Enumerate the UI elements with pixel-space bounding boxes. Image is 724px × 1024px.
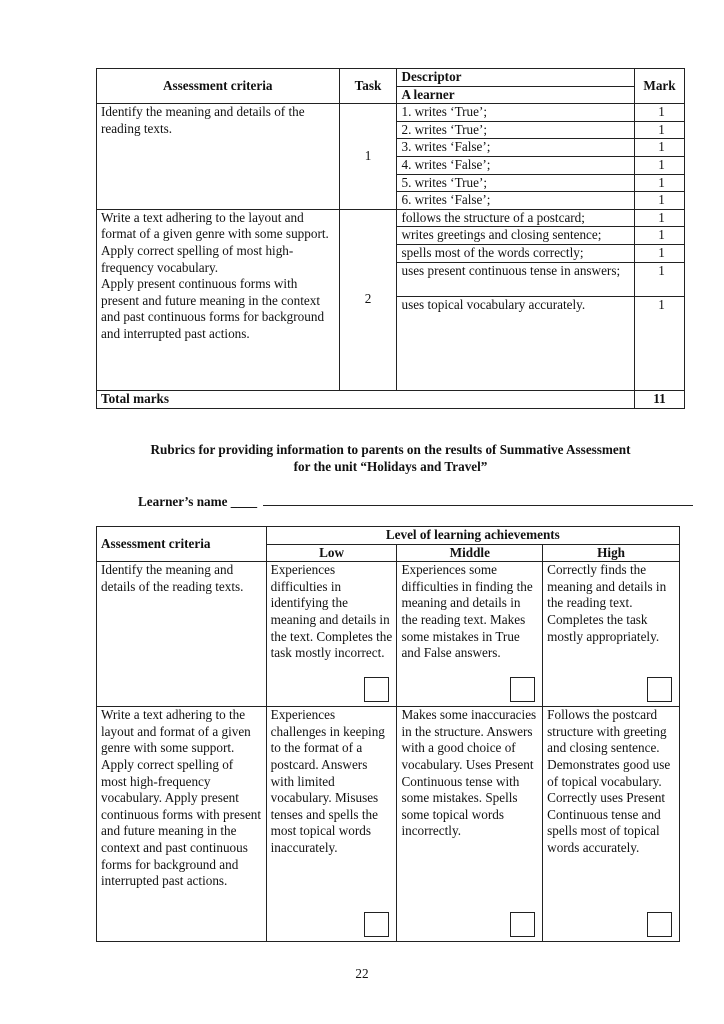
table-row — [97, 104, 685, 210]
mark-value: 1 — [635, 104, 684, 121]
learner-name-field[interactable] — [138, 492, 693, 510]
header-a-learner: A learner — [397, 86, 635, 104]
criteria-line: Apply correct spelling of most high-frequency vocabulary. — [101, 242, 294, 275]
descriptor-item: 1. writes ‘True’; — [397, 104, 634, 121]
descriptor-item: 2. writes ‘True’; — [397, 121, 634, 139]
header-level: Level of learning achievements — [266, 527, 679, 545]
descriptor-item: 4. writes ‘False’; — [397, 156, 634, 174]
total-row — [97, 390, 685, 408]
criteria-cell — [97, 209, 340, 390]
learner-name-line[interactable] — [263, 492, 693, 506]
high-text: Follows the postcard structure with greeting and closing sentence. Demonstrates good use of topical vocabulary. Correctly uses Present Continuous tense and spells most of topical words accurately. — [547, 707, 671, 855]
mark-value: 1 — [658, 296, 665, 312]
descriptor-item: spells most of the words correctly; — [397, 244, 634, 262]
mark-value: 1 — [658, 192, 665, 208]
header-task: Task — [339, 69, 397, 104]
mark-value: 1 — [635, 156, 684, 174]
high-cell — [543, 707, 680, 942]
criteria-cell: Write a text adhering to the layout and format of a given genre with some support. Apply correct spelling of most high-frequency vocabulary. Apply present continuous forms with present and future meaning in the context and past continuous forms for background and interrupted past actions. — [97, 707, 267, 942]
header-low: Low — [266, 544, 397, 562]
high-text: Correctly finds the meaning and details in the reading text. Completes the task mostly appropriately. — [547, 562, 667, 644]
mark-value: 1 — [635, 139, 684, 157]
descriptor-item: 3. writes ‘False’; — [397, 139, 634, 157]
task-cell: 1 — [339, 104, 397, 210]
total-value: 11 — [635, 390, 685, 408]
mark-cell — [635, 104, 685, 210]
checkbox[interactable] — [364, 912, 389, 937]
mark-value: 1 — [635, 174, 684, 192]
descriptor-cell — [397, 209, 635, 390]
mark-cell — [635, 209, 685, 390]
descriptor-item: uses present continuous tense in answers; — [397, 262, 634, 296]
mark-value: 1 — [635, 227, 684, 245]
checkbox[interactable] — [647, 677, 672, 702]
descriptor-item: 5. writes ‘True’; — [397, 174, 634, 192]
checkbox[interactable] — [510, 677, 535, 702]
header-criteria: Assessment criteria — [97, 527, 267, 562]
header-mark: Mark — [635, 69, 685, 104]
learner-name-label: Learner’s name ____ — [138, 494, 258, 509]
mark-value: 1 — [635, 210, 684, 227]
rubrics-table — [96, 526, 680, 942]
low-cell — [266, 562, 397, 707]
high-cell — [543, 562, 680, 707]
mark-value: 1 — [635, 121, 684, 139]
criteria-cell: Identify the meaning and details of the reading texts. — [97, 104, 340, 210]
criteria-line: Apply present continuous forms with present and future meaning in the context and past continuous forms for background and interrupted past actions. — [101, 276, 325, 341]
table-row — [97, 707, 680, 942]
criteria-line: Write a text adhering to the layout and format of a given genre with some support. — [101, 209, 329, 242]
task-cell: 2 — [339, 209, 397, 390]
header-high: High — [543, 544, 680, 562]
low-text: Experiences challenges in keeping to the format of a postcard. Answers with limited vocabulary. Misuses tenses and spells the most topical words inaccurately. — [270, 707, 385, 855]
middle-cell — [397, 562, 543, 707]
rubrics-title — [96, 441, 685, 475]
rubrics-title-line1: Rubrics for providing information to parents on the results of Summative Assessment — [150, 442, 631, 457]
mark-list — [635, 210, 684, 313]
rubrics-title-line2: for the unit “Holidays and Travel” — [293, 459, 488, 474]
descriptor-list — [397, 210, 634, 313]
page-number: 22 — [355, 966, 369, 981]
middle-text: Makes some inaccuracies in the structure. Answers with a good choice of vocabulary. Uses Present Continuous tense with some mistakes. Spells some topical words incorrectly. — [401, 707, 537, 839]
checkbox[interactable] — [510, 912, 535, 937]
descriptor-item: uses topical vocabulary accurately. — [401, 296, 586, 312]
low-text: Experiences difficulties in identifying the meaning and details in the text. Completes the task mostly incorrect. — [270, 562, 393, 661]
assessment-criteria-table — [96, 68, 685, 409]
descriptor-list — [397, 104, 634, 209]
total-label: Total marks — [97, 390, 635, 408]
header-criteria: Assessment criteria — [97, 69, 340, 104]
descriptor-item: writes greetings and closing sentence; — [397, 227, 634, 245]
mark-value: 1 — [635, 262, 684, 296]
descriptor-item: follows the structure of a postcard; — [397, 210, 634, 227]
table-header-row — [97, 527, 680, 545]
mark-list — [635, 104, 684, 209]
table-header-row — [97, 69, 685, 87]
middle-cell — [397, 707, 543, 942]
header-middle: Middle — [397, 544, 543, 562]
checkbox[interactable] — [647, 912, 672, 937]
middle-text: Experiences some difficulties in finding the meaning and details in the reading text. Makes some mistakes in True and False answers. — [401, 562, 533, 661]
table-row — [97, 562, 680, 707]
descriptor-cell — [397, 104, 635, 210]
descriptor-item: 6. writes ‘False’; — [401, 192, 491, 208]
low-cell — [266, 707, 397, 942]
criteria-cell: Identify the meaning and details of the reading texts. — [97, 562, 267, 707]
table-row — [97, 209, 685, 390]
checkbox[interactable] — [364, 677, 389, 702]
header-descriptor: Descriptor — [397, 69, 635, 87]
mark-value: 1 — [635, 244, 684, 262]
